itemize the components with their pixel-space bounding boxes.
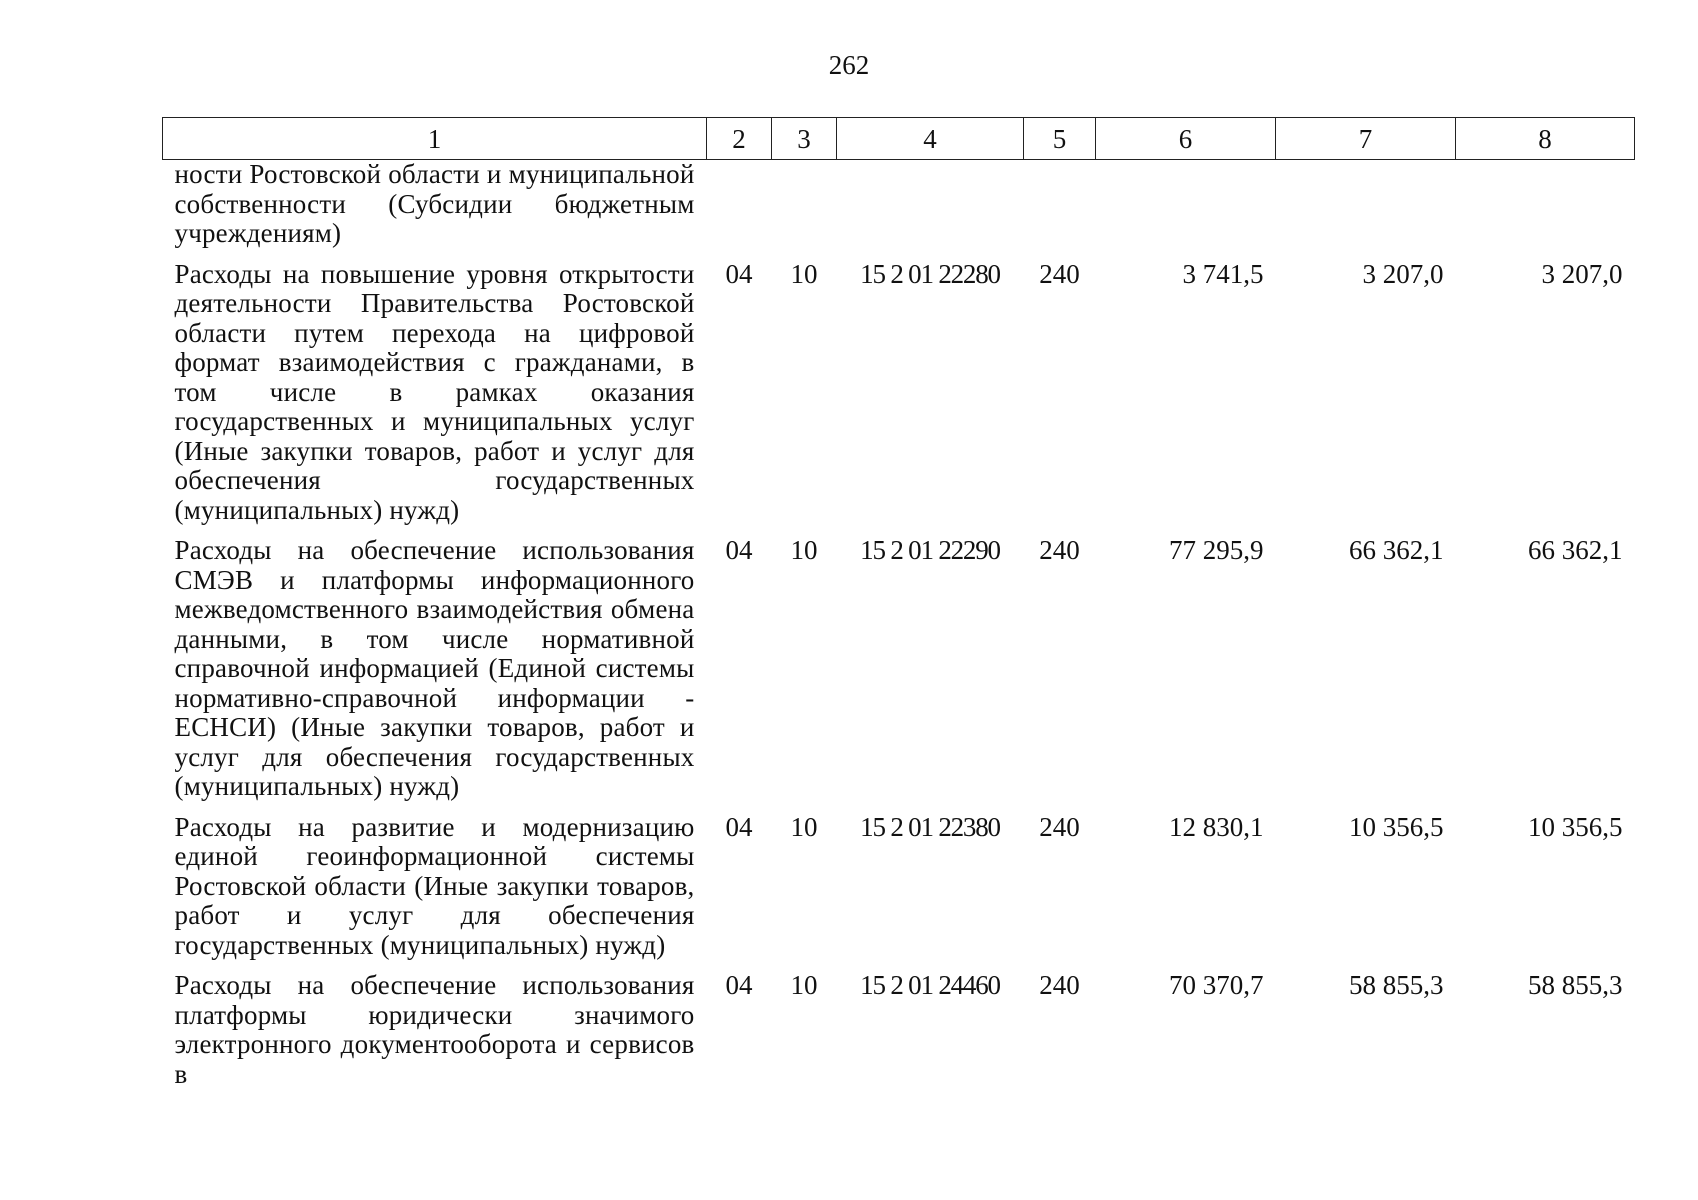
column-header-2: 2 [707, 118, 772, 160]
budget-table [162, 117, 1635, 1100]
table-header-row [163, 118, 1635, 160]
row-description: Расходы на обеспечение использования СМЭВ и платформы информационного межведомственного взаимодействия обмена данными, в том числе нормативной справочной информацией (Единой системы нормативно-справочной информации - ЕСНСИ) (Иные закупки товаров, работ и услуг для обеспечения государственных (муниципальных) нужд) [174, 535, 695, 801]
row-description: Расходы на развитие и модернизацию единой геоинформационной системы Ростовской области (Иные закупки товаров, работ и услуг для обеспечения государственных (муниципальных) нужд) [174, 811, 695, 960]
cell-amount-7: 10 356,5 [1349, 811, 1444, 842]
cell-target-article: 15 2 01 22290 [860, 535, 1000, 565]
cell-amount-6: 3 741,5 [1182, 258, 1264, 289]
column-header-3: 3 [772, 118, 837, 160]
cell-subsection: 10 [790, 535, 818, 565]
cell-target-article: 15 2 01 24460 [860, 970, 1000, 1000]
cell-section: 04 [725, 258, 753, 289]
page-number: 262 [828, 50, 870, 80]
column-header-6: 6 [1096, 118, 1276, 160]
cell-amount-8: 10 356,5 [1528, 811, 1623, 842]
column-header-7: 7 [1276, 118, 1456, 160]
cell-amount-7: 66 362,1 [1349, 535, 1444, 565]
row-description: ности Ростовской области и муниципальной собственности (Субсидии бюджетным учреждениям) [174, 159, 695, 248]
table-row [163, 813, 1635, 972]
cell-amount-8 [1456, 160, 1635, 260]
cell-expense-type [1024, 160, 1096, 260]
cell-section: 04 [725, 970, 753, 1000]
cell-target-article: 15 2 01 22280 [860, 258, 1000, 289]
cell-subsection [772, 160, 837, 260]
cell-expense-type: 240 [1039, 970, 1080, 1000]
cell-expense-type: 240 [1039, 535, 1080, 565]
cell-subsection: 10 [790, 811, 818, 842]
cell-subsection: 10 [790, 970, 818, 1000]
table-row [163, 160, 1635, 260]
cell-amount-6: 12 830,1 [1169, 811, 1264, 842]
column-header-5: 5 [1024, 118, 1096, 160]
row-description: Расходы на обеспечение использования платформы юридически значимого электронного документооборота и сервисов в [174, 970, 695, 1089]
cell-amount-6: 77 295,9 [1169, 535, 1264, 565]
cell-amount-7 [1276, 160, 1456, 260]
table-row [163, 260, 1635, 537]
cell-amount-6: 70 370,7 [1169, 970, 1264, 1000]
cell-section: 04 [725, 535, 753, 565]
row-description: Расходы на повышение уровня открытости деятельности Правительства Ростовской области путем перехода на цифровой формат взаимодействия с гражданами, в том числе в рамках оказания государственных и муниципальных услуг (Иные закупки товаров, работ и услуг для обеспечения государственных (муниципальных) нужд) [174, 258, 695, 525]
table-row [163, 536, 1635, 813]
table-row [163, 971, 1635, 1100]
column-header-4: 4 [837, 118, 1024, 160]
cell-amount-7: 58 855,3 [1349, 970, 1444, 1000]
cell-target-article [837, 160, 1024, 260]
cell-expense-type: 240 [1039, 258, 1080, 289]
cell-amount-8: 66 362,1 [1528, 535, 1623, 565]
column-header-1: 1 [163, 118, 707, 160]
cell-amount-7: 3 207,0 [1362, 258, 1444, 289]
cell-subsection: 10 [790, 258, 818, 289]
cell-section [707, 160, 772, 260]
column-header-8: 8 [1456, 118, 1635, 160]
cell-expense-type: 240 [1039, 811, 1080, 842]
cell-amount-6 [1096, 160, 1276, 260]
cell-amount-8: 3 207,0 [1541, 258, 1623, 289]
cell-section: 04 [725, 811, 753, 842]
cell-target-article: 15 2 01 22380 [860, 811, 1000, 842]
cell-amount-8: 58 855,3 [1528, 970, 1623, 1000]
